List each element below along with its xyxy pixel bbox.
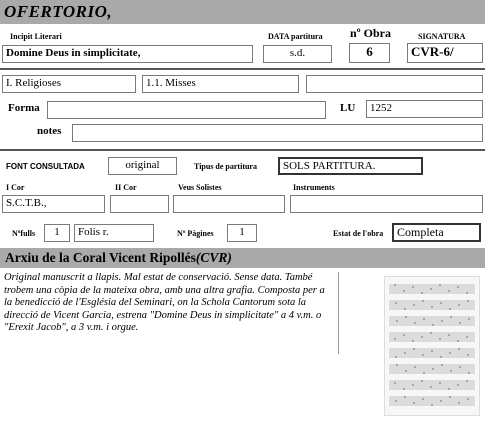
incipit-label: Incipit Literari <box>10 32 62 41</box>
separator <box>0 149 485 151</box>
signatura-label: SIGNATURA <box>418 32 466 41</box>
folis-field[interactable]: Folis r. <box>74 224 154 242</box>
data-partitura-label: DATA partitura <box>268 32 323 41</box>
category-2-field[interactable]: 1.1. Misses <box>142 75 299 93</box>
tipus-partitura-field[interactable]: SOLS PARTITURA. <box>278 157 423 175</box>
veus-solistes-label: Veus Solistes <box>178 183 222 192</box>
n-obra-label: nº Obra <box>350 26 391 40</box>
vertical-divider <box>338 272 339 354</box>
n-pagines-label: Nº Pàgines <box>177 229 214 238</box>
ii-cor-label: II Cor <box>115 183 137 192</box>
lu-field[interactable]: 1252 <box>366 100 483 118</box>
instruments-field[interactable] <box>290 195 483 213</box>
n-fulls-field[interactable]: 1 <box>44 224 70 242</box>
archive-title-code: (CVR) <box>195 250 232 265</box>
font-consultada-field[interactable]: original <box>108 157 177 175</box>
data-partitura-field[interactable]: s.d. <box>263 45 332 63</box>
archive-description: Original manuscrit a llapis. Mal estat de conservació. Sense data. També trobem una còpia de la mateixa obra, amb una altra grafia. Composta per a la benedicció de l'Església del Seminari, on la Schola Cantorum sota la direcció de Vicent Garcia, estrena "Domine Deus in simplicitate" a 4 v.m. o "Erexit Jacob", a 3 v.m. i orgue. <box>4 272 325 334</box>
archive-title <box>5 250 232 266</box>
tipus-partitura-label: Tipus de partitura <box>194 162 257 171</box>
separator <box>0 68 485 70</box>
font-consultada-label: FONT CONSULTADA <box>6 162 85 171</box>
archive-title-text: Arxiu de la Coral Vicent Ripollés <box>5 250 196 265</box>
category-3-field[interactable] <box>306 75 483 93</box>
estat-obra-field[interactable]: Completa <box>392 223 481 242</box>
notes-label: notes <box>37 125 62 137</box>
category-1-field[interactable]: I. Religioses <box>2 75 136 93</box>
n-pagines-field[interactable]: 1 <box>227 224 257 242</box>
veus-solistes-field[interactable] <box>173 195 285 213</box>
score-thumbnail[interactable] <box>384 276 480 416</box>
page-title: OFERTORIO, <box>4 2 113 21</box>
forma-field[interactable] <box>47 101 326 119</box>
estat-obra-label: Estat de l'obra <box>333 229 384 238</box>
incipit-field[interactable]: Domine Deus in simplicitate, <box>2 45 253 63</box>
i-cor-label: I Cor <box>6 183 25 192</box>
lu-label: LU <box>340 102 356 114</box>
n-fulls-label: Nºfulls <box>12 229 36 238</box>
instruments-label: Instruments <box>293 183 335 192</box>
ii-cor-field[interactable] <box>110 195 169 213</box>
i-cor-field[interactable]: S.C.T.B., <box>2 195 105 213</box>
forma-label: Forma <box>8 102 40 114</box>
signatura-field[interactable]: CVR-6/ <box>407 43 483 63</box>
n-obra-field[interactable]: 6 <box>349 43 390 63</box>
sheet-music-image <box>385 277 479 415</box>
notes-field[interactable] <box>72 124 483 142</box>
